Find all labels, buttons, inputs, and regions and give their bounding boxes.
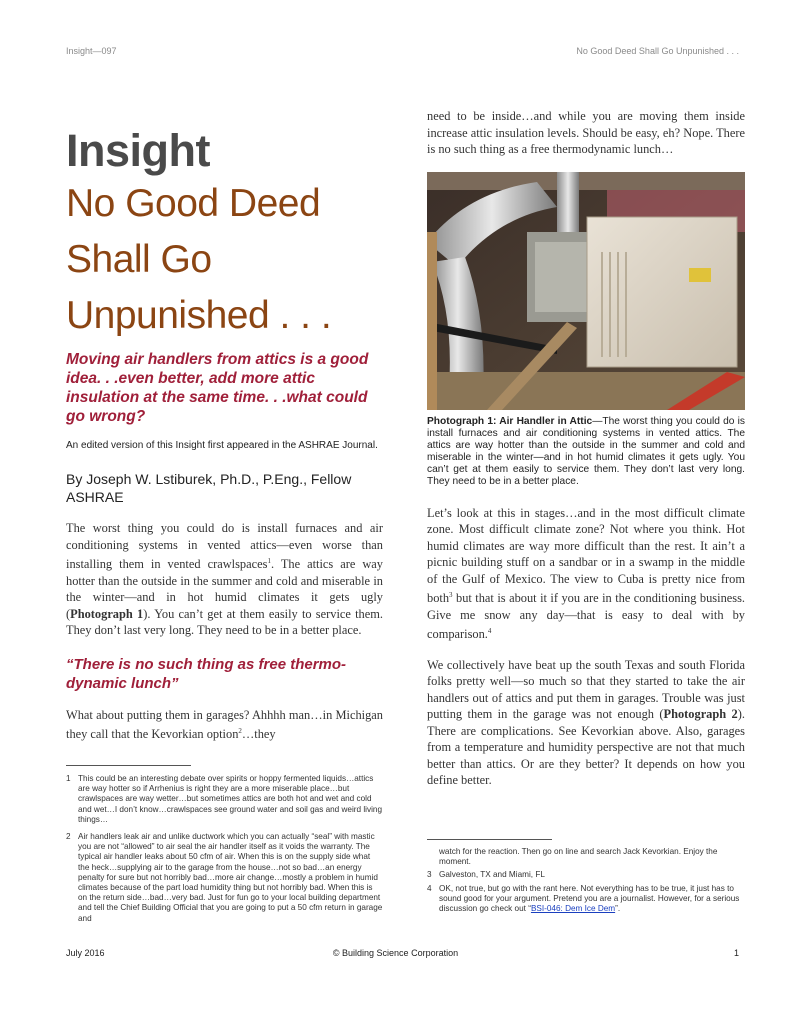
footnote-4: 4 OK, not true, but go with the rant here. Not everything has to be true, it just has to sound good for your argument. Pretend you are a journalist. However, for a serious discussion go check out “BSI-046: Dem Ice Dem”. <box>427 884 740 914</box>
right-column <box>427 108 745 789</box>
series-title: Insight <box>66 125 210 176</box>
footnote-2: 2 Air handlers leak air and unlike ductwork which you can actually “seal” with mastic you are not “allowed” to air seal the air handler itself as it voids the warranty. The typical air handler leaks about 50 cfm of air. When this is on the supply side what the heck…supplying air to the garage from the house…not so bad…an energy penalty for sure but not horribly bad…more air change…mostly a problem in humid climates because of the part load humidity thing but not horribly bad. When this is on the return side…bad…very bad. Just for fun go to your local building department and tell the Chief Building Official that you are going to put a 50 cfm return in garage and <box>66 832 383 923</box>
edited-note: An edited version of this Insight first appeared in the ASHRAE Journal. <box>66 440 378 451</box>
left-column <box>66 126 383 743</box>
attic-air-handler-image <box>427 172 745 410</box>
running-header-right: No Good Deed Shall Go Unpunished . . . <box>576 46 739 56</box>
footnote-divider-left <box>66 765 191 766</box>
photograph-1-ref: Photograph 1 <box>70 606 144 621</box>
climate-zone-paragraph: Let’s look at this in stages…and in the most difficult climate zone. Most difficult climate zone? Not where you think. Hot humid climates are way more difficult than the rest. It ain’t a picnic building stuff on a sandbar or in a swamp in the middle of the Gulf of Mexico. The view to Cuba is pretty nice from both$^3$ but that is about it if you are in the conditioning business. Give me snow any day—that is easy to deal with by comparison.$^4$ <box>427 505 745 642</box>
article-title-line-3: Unpunished . . . <box>66 294 332 337</box>
author-byline: By Joseph W. Lstiburek, Ph.D., P.Eng., Fellow ASHRAE <box>66 471 352 505</box>
intro-paragraph: The worst thing you could do is install furnaces and air conditioning systems in vented attics—even worse than installing them in vented crawlspaces$^1$. The attics are way hotter than the outside in the summer and cold and miserable in the winter—and in hot humid climates it gets ugly (Photograph 1). You can’t get at them easily to service them. They don’t last very long. They need to be in a better place. <box>66 521 383 638</box>
pull-quote: “There is no such thing as free thermo-dynamic lunch” <box>66 655 347 692</box>
continued-paragraph: need to be inside…and while you are moving them inside increase attic insulation levels. Should be easy, eh? Nope. There is no such thing as a free thermodynamic lunch… <box>427 109 745 156</box>
photograph-2-ref: Photograph 2 <box>663 707 738 722</box>
garage-paragraph: What about putting them in garages? Ahhhh man…in Michigan they call that the Kevorkian option$^2$…they <box>66 707 383 742</box>
page-number: 1 <box>733 948 739 958</box>
photo-caption: Photograph 1: Air Handler in Attic—The worst thing you could do is install furnaces and air conditioning systems in vented attics. The attics are way hotter than the outside in the summer and cold and miserable in the winter—and in hot humid climates it gets ugly. You can’t get at them easily to service them. They don’t last very long. They need to be in a better place. <box>427 415 746 487</box>
footnote-divider-right <box>427 839 552 840</box>
footnote-2-continued: watch for the reaction. Then go on line and search Jack Kevorkian. Enjoy the moment. <box>439 847 718 867</box>
footer-copyright: © Building Science Corporation <box>332 948 459 958</box>
footnote-3: 3 Galveston, TX and Miami, FL <box>427 870 545 879</box>
running-header-left: Insight—097 <box>66 46 117 56</box>
footnote-ref-3: 3 <box>449 591 453 599</box>
air-handler-photo <box>427 172 745 410</box>
garage-complications-paragraph: We collectively have beat up the south Texas and south Florida folks pretty well—so much so that they started to take the air handlers out of attics and put them in garages. Trouble was just putting them in the garage was not enough (Photograph 2). There are complications. See Kevorkian above. Also, garages from a temperature and humidity perspective are not that much better than attics. Or are they better? It depends on how you define better. <box>427 657 745 788</box>
article-title-line-1: No Good Deed <box>66 182 321 225</box>
footnote-ref-1: 1 <box>267 557 271 565</box>
article-subtitle: Moving air handlers from attics is a good idea. . .even better, add more attic insulation at the same time. . .what could go wrong? <box>66 351 369 425</box>
footnote-1: 1 This could be an interesting debate over spirits or hoppy fermented liquids…attics are way hotter so if Arrhenius is right they are a more miserable place…but crawlspaces are way wetter…but sometimes attics are both hot and wet and cold and wet…I don’t know…crawlspaces see ground water and soil gas and weird living things… <box>66 774 383 824</box>
bsi-046-link[interactable]: BSI-046: Dem Ice Dem <box>530 904 616 914</box>
footnote-ref-2: 2 <box>238 727 242 736</box>
footer-date: July 2016 <box>66 948 105 958</box>
article-title-line-2: Shall Go <box>66 238 212 281</box>
footnote-ref-4: 4 <box>487 627 492 636</box>
